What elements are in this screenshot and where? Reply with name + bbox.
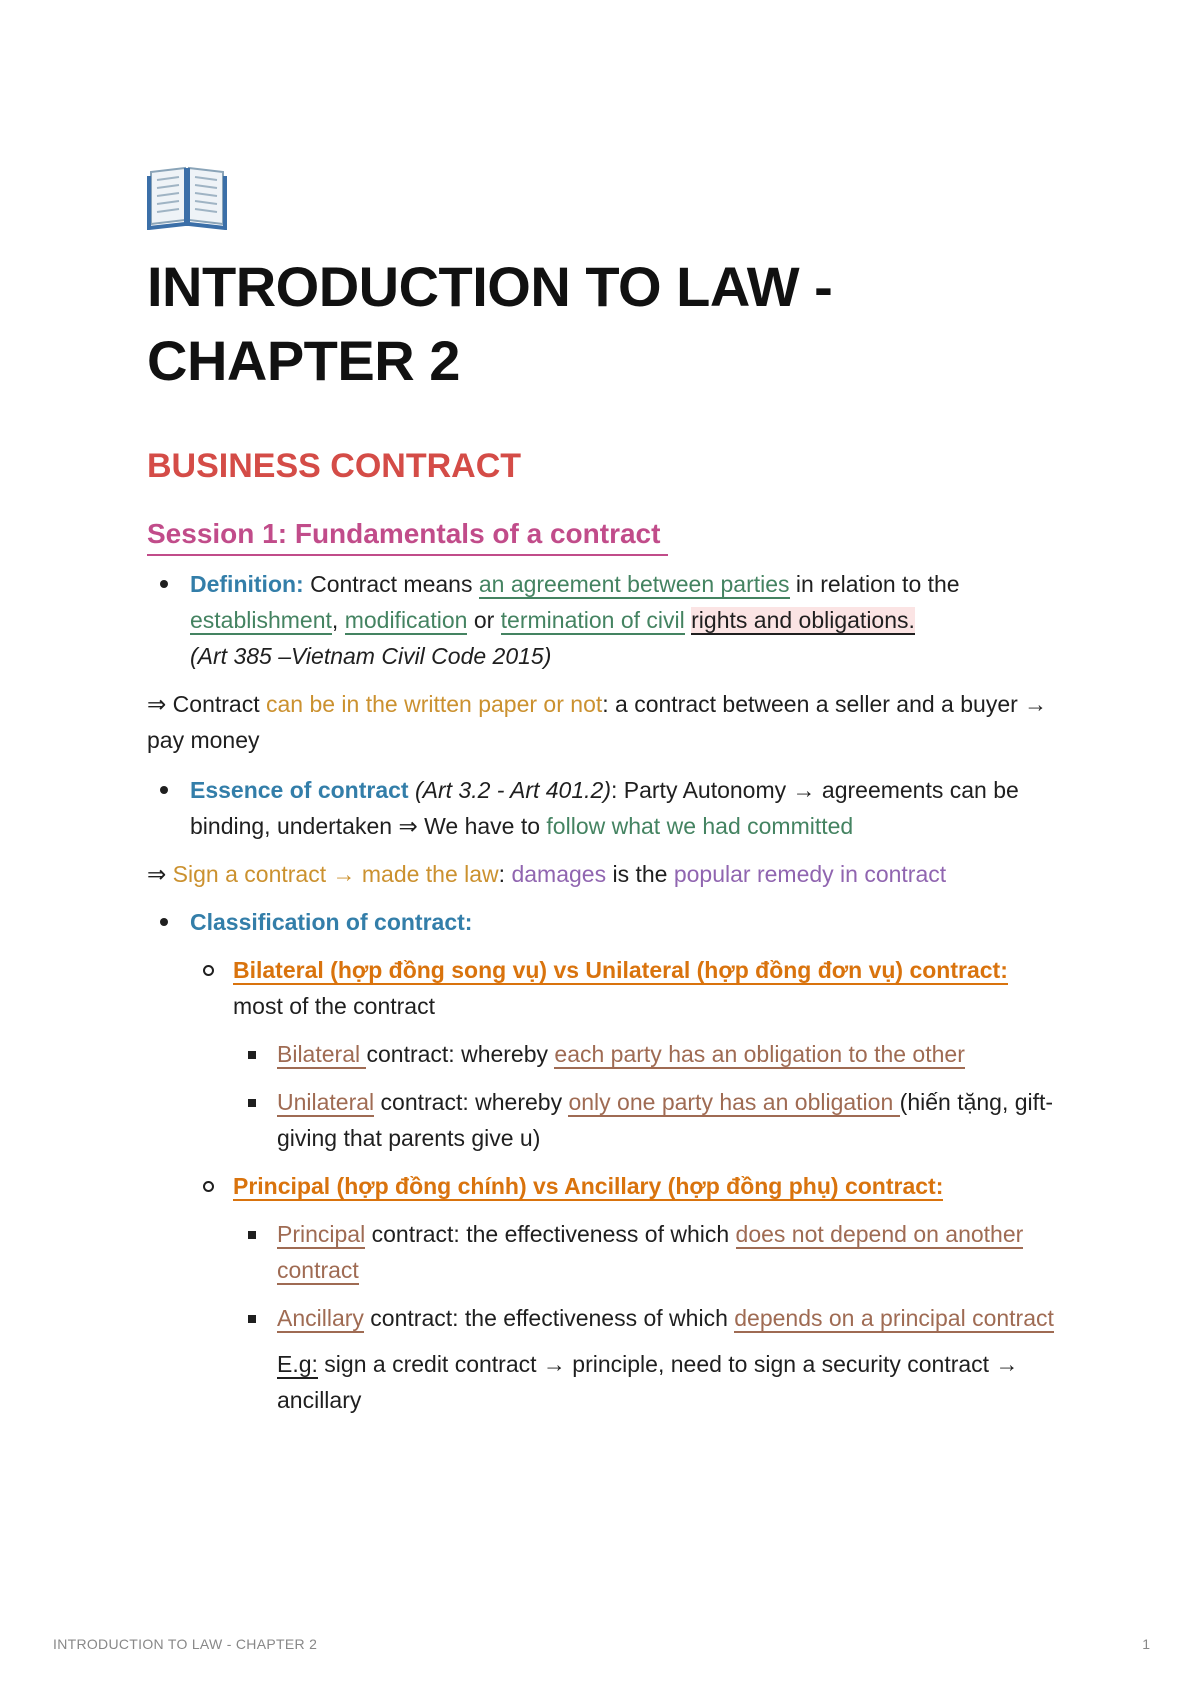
principal-detail: does not depend on another contract [277, 1221, 1024, 1283]
principal-heading-item [233, 1168, 1067, 1204]
sign-text: is the [606, 861, 674, 887]
definition-label: Definition: [190, 571, 304, 597]
definition-highlight: an agreement between parties [478, 571, 790, 597]
sign-highlight-purple: damages [511, 861, 607, 887]
essence-reference: (Art 3.2 - Art 401.2) [408, 777, 611, 803]
definition-text: Contract means [303, 571, 479, 597]
definition-item [190, 566, 1067, 674]
unilateral-text: contract: whereby [374, 1089, 569, 1115]
written-text: ⇒ Contract [147, 691, 266, 717]
bilateral-detail: each party has an obligation to the other [554, 1041, 965, 1067]
sign-highlight: Sign a contract → made the law [172, 861, 499, 887]
footer-doc-title: INTRODUCTION TO LAW - CHAPTER 2 [53, 1636, 318, 1652]
bilateral-heading-item [233, 952, 1067, 1024]
definition-citation: (Art 385 –Vietnam Civil Code 2015) [190, 643, 552, 669]
bilateral-text: contract: whereby [366, 1041, 555, 1067]
classification-item [190, 904, 1067, 940]
bilateral-heading: Bilateral (hợp đồng song vụ) vs Unilateral (hợp đồng đơn vụ) contract: [233, 957, 1008, 983]
session-heading: Session 1: Fundamentals of a contract [147, 514, 668, 556]
essence-highlight: follow what we had committed [546, 813, 854, 839]
bilateral-note: most of the contract [233, 993, 435, 1019]
definition-highlight: establishment [190, 607, 332, 633]
example-paragraph [277, 1346, 1067, 1418]
unilateral-term: Unilateral [277, 1089, 375, 1115]
footer-page-number: 1 [1142, 1636, 1150, 1652]
unilateral-item [277, 1084, 1067, 1156]
written-highlight: can be in the written paper or not [265, 691, 603, 717]
written-text: : a contract between a seller and a buyer → pay money [147, 691, 1048, 753]
definition-text: , [331, 607, 345, 633]
definition-highlight: modification [344, 607, 468, 633]
ancillary-text: contract: the effectiveness of which [363, 1305, 735, 1331]
unilateral-text: (hiến tặng, gift-giving that parents give u) [277, 1089, 1054, 1151]
sign-paragraph [147, 856, 1067, 892]
page-title [147, 250, 1067, 398]
ancillary-term: Ancillary [277, 1305, 364, 1331]
definition-text: in relation to the [789, 571, 960, 597]
principal-heading: Principal (hợp đồng chính) vs Ancillary (hợp đồng phụ) contract: [233, 1173, 944, 1199]
sign-highlight-purple: popular remedy in contract [673, 861, 947, 887]
bilateral-item [277, 1036, 1067, 1072]
sign-text: ⇒ [147, 861, 173, 887]
definition-highlight-pink: rights and obligations. [691, 607, 915, 633]
bilateral-term: Bilateral [277, 1041, 367, 1067]
principal-text: contract: the effectiveness of which [365, 1221, 736, 1247]
open-book-icon [147, 160, 227, 230]
principal-item [277, 1216, 1067, 1288]
section-heading: BUSINESS CONTRACT [147, 447, 522, 485]
unilateral-detail: only one party has an obligation [568, 1089, 900, 1115]
ancillary-detail: depends on a principal contract [734, 1305, 1054, 1331]
ancillary-item [277, 1300, 1067, 1336]
essence-item [190, 772, 1067, 844]
classification-label: Classification of contract: [190, 909, 473, 935]
example-text: sign a credit contract → principle, need to sign a security contract → ancillary [277, 1351, 1019, 1413]
essence-text: : Party Autonomy → agreements can be binding, undertaken ⇒ We have to [190, 777, 1019, 839]
principal-term: Principal [277, 1221, 366, 1247]
document-body [147, 160, 1067, 1418]
sign-text: : [498, 861, 512, 887]
written-paragraph [147, 686, 1067, 758]
definition-highlight: termination of civil [500, 607, 685, 633]
example-label: E.g: [277, 1351, 318, 1377]
title-line-1: INTRODUCTION TO LAW - [147, 255, 833, 318]
definition-text: or [467, 607, 501, 633]
essence-label: Essence of contract [190, 777, 409, 803]
title-line-2: CHAPTER 2 [147, 329, 460, 392]
